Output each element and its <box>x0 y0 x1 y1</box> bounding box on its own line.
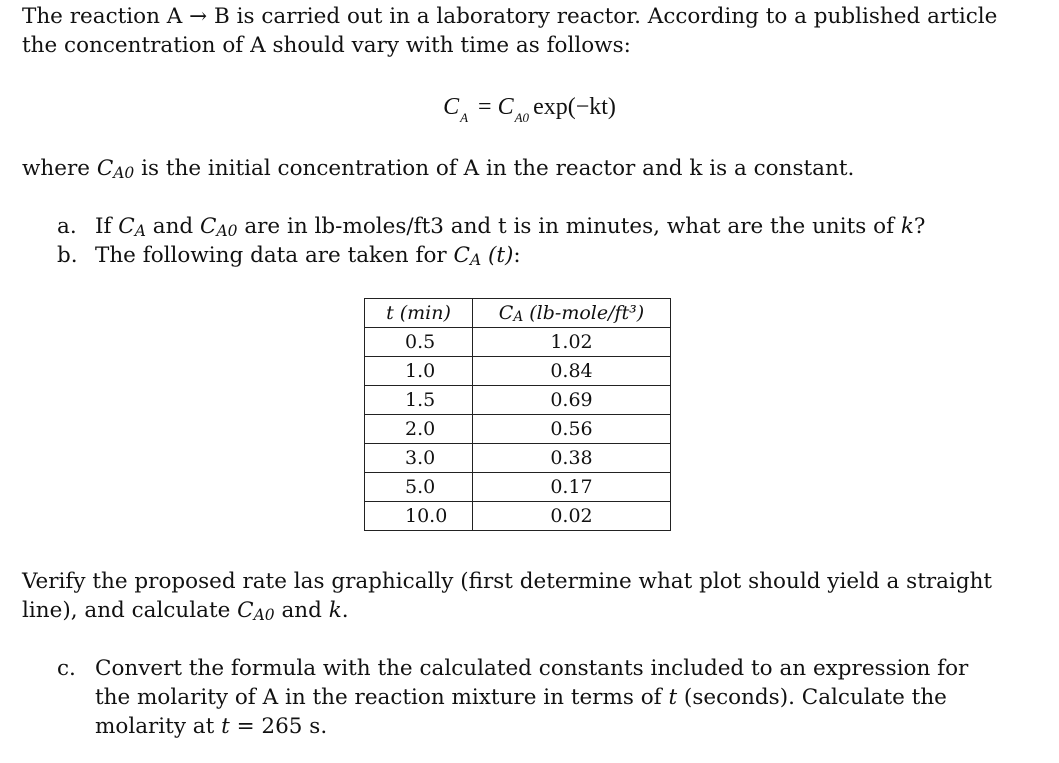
intro-line-1: The reaction A → B is carried out in a laboratory reactor. According to a published article <box>22 4 998 29</box>
header-concentration: CA (lb-mole/ft³) <box>473 299 671 328</box>
intro-line-2: the concentration of A should vary with time as follows: <box>22 33 631 58</box>
item-b-marker: b. <box>57 243 78 268</box>
where-pre: where <box>22 156 97 181</box>
item-a-text: If CA and CA0 are in lb-moles/ft3 and t is in minutes, what are the units of k? <box>95 214 926 240</box>
verify-line-1: Verify the proposed rate las graphically (first determine what plot should yield a straight <box>22 569 993 594</box>
item-a-marker: a. <box>57 214 77 239</box>
where-line <box>22 154 1032 185</box>
equation-lhs-sub: A <box>460 110 469 125</box>
table-header-row <box>365 299 671 328</box>
item-b-text: The following data are taken for CA (t): <box>95 243 521 269</box>
list-item-c <box>57 654 1047 744</box>
concentration-data-table <box>364 298 671 531</box>
header-time: t (min) <box>365 299 473 328</box>
where-post: is the initial concentration of A in the reactor and k is a constant. <box>134 156 855 181</box>
rate-equation <box>0 92 1059 125</box>
list-item-b <box>57 241 1047 270</box>
item-c-text: Convert the formula with the calculated constants included to an expression for the molarity of A in the reaction mixture in terms of t (seconds). Calculate the molarity at t = 265 s. <box>95 656 969 739</box>
item-c-marker: c. <box>57 656 76 681</box>
equation-equals: = <box>472 94 498 120</box>
intro-paragraph <box>22 2 1032 60</box>
equation-rhs: C <box>497 94 514 120</box>
where-symbol: C <box>96 156 114 181</box>
verify-paragraph: Verify the proposed rate las graphically (first determine what plot should yield a straight line), and calculate CA0 and k. <box>22 569 993 624</box>
where-symbol-sub: A0 <box>113 163 135 182</box>
table-row: 10.0 0.02 <box>365 502 671 531</box>
table-row: 1.0 0.84 <box>365 357 671 386</box>
table-row: 3.0 0.38 <box>365 444 671 473</box>
equation-rhs-sub: A0 <box>514 110 530 125</box>
table-row: 1.5 0.69 <box>365 386 671 415</box>
list-item-a <box>57 212 1047 241</box>
equation-func: exp(−kt) <box>533 94 616 120</box>
table-row: 2.0 0.56 <box>365 415 671 444</box>
table-row: 0.5 1.02 <box>365 328 671 357</box>
equation-lhs: C <box>443 94 460 120</box>
table-row: 5.0 0.17 <box>365 473 671 502</box>
